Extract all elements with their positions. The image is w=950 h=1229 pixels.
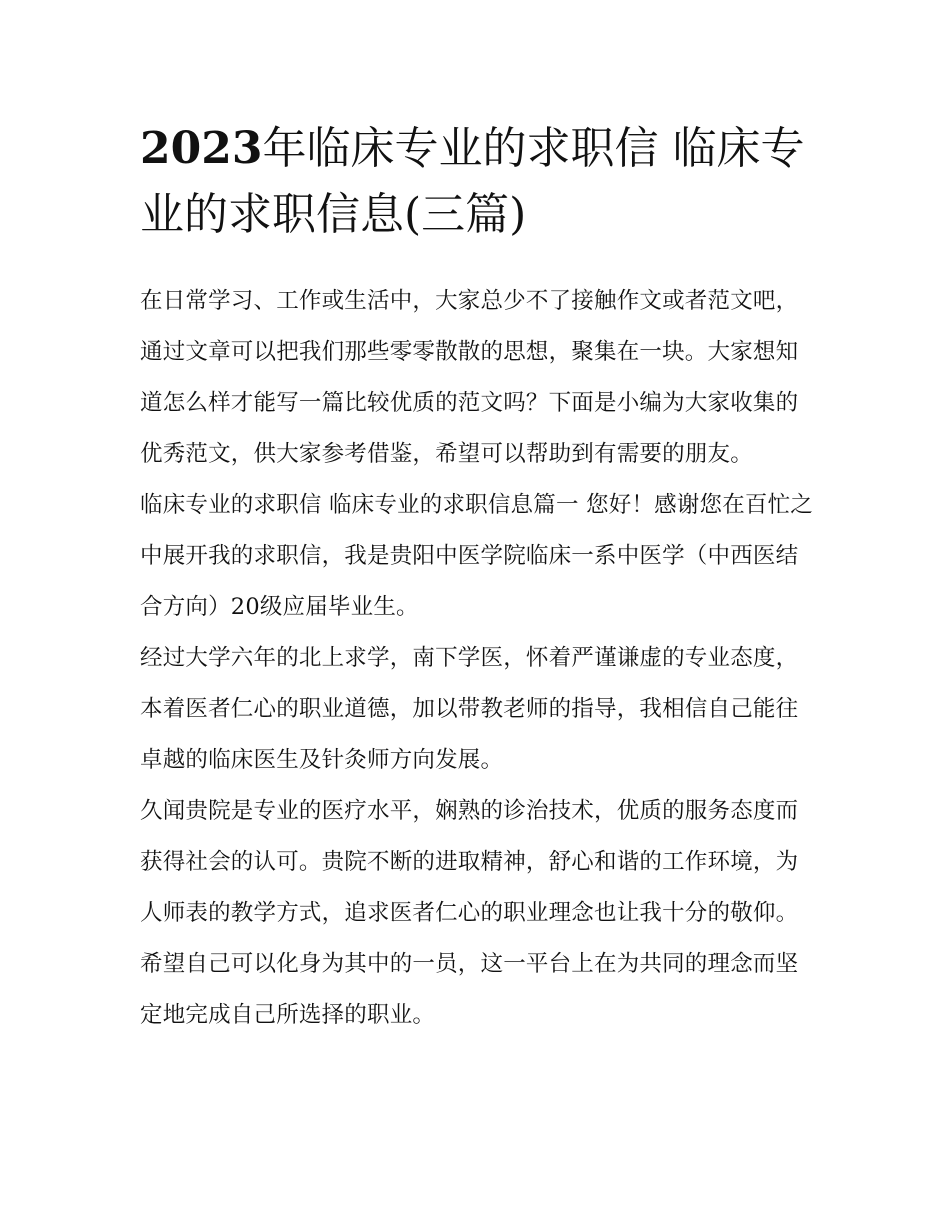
- paragraph-hospital: 久闻贵院是专业的医疗水平，娴熟的诊治技术，优质的服务态度而获得社会的认可。贵院不断的进取精神，舒心和谐的工作环境，为人师表的教学方式，追求医者仁心的职业理念也让我十分的敬仰。希望自己可以化身为其中的一员，这一平台上在为共同的理念而坚定地完成自己所选择的职业。: [140, 798, 799, 1028]
- title-year: 2023: [140, 123, 263, 174]
- title-text: 年临床专业的求职信 临床专业的求职信息(三篇): [140, 123, 805, 240]
- paragraph-study: 经过大学六年的北上求学，南下学医，怀着严谨谦虚的专业态度，本着医者仁心的职业道德，加以带教老师的指导，我相信自己能往卓越的临床医生及针灸师方向发展。: [140, 645, 799, 773]
- paragraph-intro: 在日常学习、工作或生活中，大家总少不了接触作文或者范文吧，通过文章可以把我们那些零零散散的思想，聚集在一块。大家想知道怎么样才能写一篇比较优质的范文吗？下面是小编为大家收集的优秀范文，供大家参考借鉴，希望可以帮助到有需要的朋友。: [140, 288, 799, 467]
- paragraph-greeting: 临床专业的求职信 临床专业的求职信息篇一 您好！感谢您在百忙之中展开我的求职信，我是贵阳中医学院临床一系中医学（中西医结合方向）20级应届毕业生。: [140, 492, 814, 620]
- document-title: [140, 116, 820, 248]
- document-body: [140, 276, 820, 1041]
